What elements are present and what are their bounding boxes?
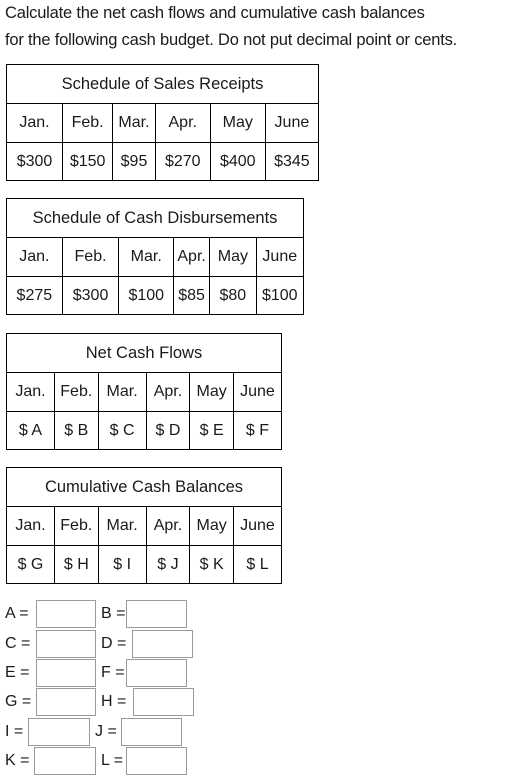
cumulative-balance-value: $ J — [146, 546, 190, 584]
month-header: Apr. — [146, 373, 190, 412]
receipt-value: $150 — [62, 143, 112, 181]
month-header: June — [233, 373, 281, 412]
month-header: Mar. — [119, 238, 174, 277]
receipt-value: $270 — [155, 143, 210, 181]
answer-f-input[interactable] — [126, 659, 187, 687]
cumulative-balance-value: $ H — [54, 546, 98, 584]
month-header: May — [190, 373, 234, 412]
cumulative-balances-header-row — [7, 507, 282, 546]
month-header: Mar. — [98, 507, 146, 546]
answer-k-input[interactable] — [34, 747, 96, 775]
instructions-line-1: Calculate the net cash flows and cumulative cash balances — [5, 4, 425, 22]
answer-k-label: K = — [5, 752, 30, 769]
receipt-value: $300 — [7, 143, 63, 181]
answer-c-label: C = — [5, 635, 31, 652]
cumulative-balances-table — [6, 467, 282, 584]
month-header: Mar. — [98, 373, 146, 412]
answer-l-label: L = — [101, 752, 124, 769]
answer-j-input[interactable] — [121, 718, 182, 746]
cumulative-balance-value: $ G — [7, 546, 55, 584]
sales-receipts-header-row — [7, 104, 319, 143]
net-cash-flows-header-row — [7, 373, 282, 412]
month-header: Jan. — [7, 373, 55, 412]
net-cash-flows-title: Net Cash Flows — [7, 334, 282, 373]
net-cash-flow-value: $ E — [190, 412, 234, 450]
answer-b-label: B = — [101, 605, 126, 622]
month-header: Apr. — [146, 507, 190, 546]
instructions — [5, 0, 515, 54]
net-cash-flow-value: $ F — [233, 412, 281, 450]
month-header: Jan. — [7, 238, 63, 277]
net-cash-flow-value: $ B — [54, 412, 98, 450]
net-cash-flows-table — [6, 333, 282, 450]
answer-g-input[interactable] — [36, 688, 96, 716]
sales-receipts-table — [6, 64, 319, 181]
answer-a-input[interactable] — [36, 600, 96, 628]
cumulative-balances-value-row — [7, 546, 282, 584]
instructions-line-2: for the following cash budget. Do not put decimal point or cents. — [5, 31, 458, 49]
answer-g-label: G = — [5, 693, 32, 710]
cumulative-balance-value: $ K — [190, 546, 234, 584]
month-header: June — [256, 238, 303, 277]
disbursement-value: $100 — [119, 277, 174, 315]
receipt-value: $400 — [210, 143, 265, 181]
sales-receipts-title: Schedule of Sales Receipts — [7, 65, 319, 104]
disbursement-value: $85 — [174, 277, 210, 315]
cumulative-balances-title: Cumulative Cash Balances — [7, 468, 282, 507]
month-header: June — [233, 507, 281, 546]
answer-b-input[interactable] — [126, 600, 187, 628]
net-cash-flow-value: $ D — [146, 412, 190, 450]
receipt-value: $95 — [113, 143, 155, 181]
answer-d-input[interactable] — [132, 630, 193, 658]
month-header: May — [210, 238, 256, 277]
answer-f-label: F = — [101, 664, 125, 681]
answer-e-label: E = — [5, 664, 30, 681]
cash-disbursements-title: Schedule of Cash Disbursements — [7, 199, 304, 238]
month-header: Jan. — [7, 104, 63, 143]
month-header: Feb. — [62, 238, 119, 277]
cash-disbursements-value-row — [7, 277, 304, 315]
month-header: Apr. — [174, 238, 210, 277]
answer-a-label: A = — [5, 605, 29, 622]
month-header: Apr. — [155, 104, 210, 143]
answer-d-label: D = — [101, 635, 127, 652]
month-header: May — [210, 104, 265, 143]
disbursement-value: $100 — [256, 277, 303, 315]
month-header: Feb. — [62, 104, 112, 143]
answer-i-label: I = — [5, 723, 24, 740]
answer-i-input[interactable] — [28, 718, 90, 746]
disbursement-value: $80 — [210, 277, 256, 315]
disbursement-value: $275 — [7, 277, 63, 315]
answer-e-input[interactable] — [36, 659, 96, 687]
month-header: Feb. — [54, 373, 98, 412]
receipt-value: $345 — [265, 143, 318, 181]
answer-j-label: J = — [95, 723, 117, 740]
month-header: May — [190, 507, 234, 546]
sales-receipts-value-row — [7, 143, 319, 181]
month-header: Mar. — [113, 104, 155, 143]
answer-h-input[interactable] — [133, 688, 194, 716]
net-cash-flow-value: $ A — [7, 412, 55, 450]
cumulative-balance-value: $ I — [98, 546, 146, 584]
disbursement-value: $300 — [62, 277, 119, 315]
net-cash-flows-value-row — [7, 412, 282, 450]
answer-h-label: H = — [101, 693, 127, 710]
month-header: Feb. — [54, 507, 98, 546]
month-header: Jan. — [7, 507, 55, 546]
month-header: June — [265, 104, 318, 143]
cumulative-balance-value: $ L — [233, 546, 281, 584]
cash-disbursements-header-row — [7, 238, 304, 277]
answer-c-input[interactable] — [36, 630, 96, 658]
net-cash-flow-value: $ C — [98, 412, 146, 450]
cash-disbursements-table — [6, 198, 304, 315]
answer-l-input[interactable] — [126, 747, 187, 775]
